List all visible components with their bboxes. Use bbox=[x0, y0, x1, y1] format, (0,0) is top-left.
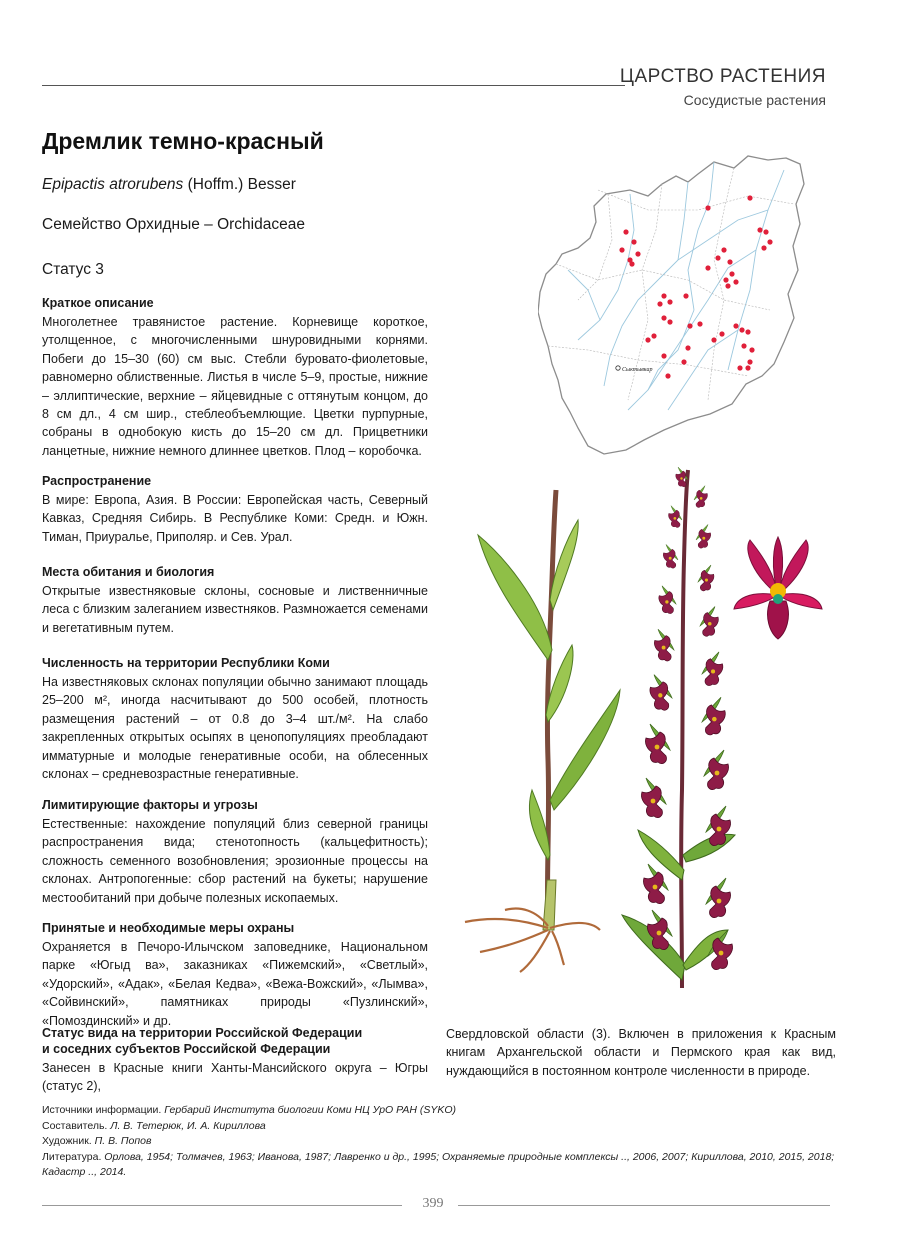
occurrence-dot bbox=[661, 353, 666, 358]
occurrence-dot bbox=[725, 283, 730, 288]
section-heading: и соседних субъектов Российской Федерации bbox=[42, 1042, 331, 1056]
occurrence-dot bbox=[747, 359, 752, 364]
occurrence-dot bbox=[635, 251, 640, 256]
occurrence-dot bbox=[721, 247, 726, 252]
flower-center bbox=[719, 951, 724, 956]
artist-label: Художник. bbox=[42, 1135, 92, 1147]
flower-center bbox=[680, 477, 682, 479]
literature-label: Литература. bbox=[42, 1150, 102, 1163]
section-text: На известняковых склонах популяции обычно занимают площадь 25–200 м², иногда насчитывают до 500 особей, плотность размещения растений – от 0.8 до 3–4 шт./м². На слабо закрепленных открытых осыпях в ценопопуляциях преобладают имматурные и молодые генеративные особи, на облесенных склонах – средневозрастные генеративные. bbox=[42, 675, 428, 782]
occurrence-dot bbox=[687, 323, 692, 328]
flower bbox=[641, 778, 666, 818]
flower-center bbox=[655, 745, 660, 750]
flower bbox=[698, 565, 714, 591]
section-text: Охраняется в Печоро-Илычском заповеднике, Национальном парке «Югыд ва», заказниках «Пижемский», «Светлый», «Удорский», «Адак», «Белая Кедва», «Вежа-Вожский», «Лымва», «Сойвинский», памятниках природы «Пузлинский», «Помоздинский» и др. bbox=[42, 940, 428, 1028]
flower-center bbox=[669, 557, 672, 560]
flower bbox=[654, 629, 674, 661]
occurrence-dot bbox=[683, 293, 688, 298]
sources-label: Источники информации. bbox=[42, 1104, 162, 1116]
flowering-shoot bbox=[622, 467, 735, 988]
occurrence-dot bbox=[747, 195, 752, 200]
compilers-label: Составитель. bbox=[42, 1119, 108, 1132]
flower-center bbox=[715, 771, 720, 776]
flower bbox=[659, 586, 676, 614]
occurrence-dot bbox=[767, 239, 772, 244]
leaf bbox=[478, 535, 552, 660]
header-rule bbox=[42, 85, 625, 86]
flower bbox=[696, 524, 711, 548]
root bbox=[505, 909, 548, 926]
leaf bbox=[683, 834, 735, 862]
subkingdom-heading: Сосудистые растения bbox=[683, 92, 826, 108]
flower bbox=[704, 750, 729, 790]
section-heading: Лимитирующие факторы и угрозы bbox=[42, 798, 258, 812]
occurrence-dot bbox=[651, 333, 656, 338]
flower bbox=[663, 544, 678, 568]
flower bbox=[702, 697, 725, 735]
artist-line bbox=[42, 1134, 842, 1150]
section-heading: Численность на территории Республики Коми bbox=[42, 656, 330, 670]
root bbox=[465, 919, 548, 928]
section-text: В мире: Европа, Азия. В России: Европейская часть, Северный Кавказ, Средняя Сибирь. В Республике Коми: Средн. и Южн. Тиман, Приуралье, Приполяр. и Сев. Урал. bbox=[42, 493, 428, 544]
rf-status-continuation: Свердловской области (3). Включен в приложения к Красным книгам Архангельской области и Пермского края как вид, нуждающийся в постоянном контроле численности в природе. bbox=[446, 1027, 836, 1078]
species-title: Дремлик темно-красный bbox=[42, 128, 324, 154]
section-text: Открытые известняковые склоны, сосновые и лиственничные леса с близким залеганием известняков. Размножается семенами и вегетативным путем. bbox=[42, 584, 428, 635]
distribution-map bbox=[538, 150, 838, 455]
flower bbox=[669, 506, 682, 528]
occurrence-dot bbox=[763, 229, 768, 234]
flowers bbox=[641, 467, 732, 970]
section-heading: Принятые и необходимые меры охраны bbox=[42, 921, 295, 935]
flower-center bbox=[702, 537, 705, 540]
flower bbox=[706, 878, 731, 918]
occurrence-dot bbox=[715, 255, 720, 260]
section-description bbox=[42, 295, 428, 460]
leaf bbox=[638, 830, 684, 880]
anther bbox=[773, 594, 783, 604]
occurrence-dot bbox=[681, 359, 686, 364]
flower-center bbox=[712, 717, 717, 722]
vegetative-shoot bbox=[465, 490, 620, 972]
occurrence-dot bbox=[661, 315, 666, 320]
sources-block bbox=[42, 1103, 842, 1181]
labellum bbox=[768, 601, 789, 639]
occurrence-dot bbox=[761, 245, 766, 250]
occurrence-dot bbox=[739, 327, 744, 332]
section-threats bbox=[42, 797, 428, 907]
occurrence-dot bbox=[667, 319, 672, 324]
occurrence-dot bbox=[749, 347, 754, 352]
flower-center bbox=[708, 622, 712, 626]
flower-center bbox=[657, 931, 662, 936]
capital-marker bbox=[616, 366, 620, 370]
section-heading: Места обитания и биология bbox=[42, 565, 215, 579]
flower bbox=[645, 724, 670, 764]
root bbox=[552, 931, 564, 965]
occurrence-dot bbox=[727, 259, 732, 264]
section-protection bbox=[42, 920, 428, 1030]
capital-label: Сыктывкар bbox=[622, 367, 653, 373]
compilers-text: Л. В. Тетерюк, И. А. Кириллова bbox=[107, 1119, 266, 1132]
flower bbox=[700, 607, 718, 637]
occurrence-dot bbox=[629, 261, 634, 266]
root bbox=[480, 930, 548, 952]
leaf bbox=[550, 690, 620, 810]
flower bbox=[694, 486, 707, 508]
flower bbox=[643, 864, 668, 904]
occurrence-dot bbox=[685, 345, 690, 350]
plant-illustration bbox=[450, 460, 835, 1005]
flower-center bbox=[653, 885, 658, 890]
occurrence-dot bbox=[631, 239, 636, 244]
occurrence-dot bbox=[705, 265, 710, 270]
stem bbox=[681, 470, 688, 988]
section-text: Естественные: нахождение популяций близ северной границы распространения вида; стенотопность (кальцефитность); сложность семенного возобновления; эрозионные процессы на склонах. Антропогенные: сбор растений на букеты; нарушение местообитаний при добыче полезных ископаемых. bbox=[42, 817, 428, 905]
occurrence-dot bbox=[711, 337, 716, 342]
occurrence-dot bbox=[733, 279, 738, 284]
section-population bbox=[42, 655, 428, 783]
compilers-line bbox=[42, 1119, 842, 1135]
flower-center bbox=[705, 578, 708, 581]
literature-text: Орлова, 1954; Толмачев, 1963; Иванова, 1987; Лавренко и др., 1995; Охраняемые природные комплексы .., 2006, 2007; Кириллова, 2010, 2015, 2018; Кадастр .., 2014. bbox=[42, 1150, 835, 1178]
occurrence-dot bbox=[737, 365, 742, 370]
flower bbox=[702, 652, 723, 686]
flower-center bbox=[717, 899, 722, 904]
status-label: Статус 3 bbox=[42, 261, 104, 278]
root bbox=[550, 923, 600, 930]
section-habitat bbox=[42, 564, 428, 637]
occurrence-dot bbox=[745, 365, 750, 370]
section-heading: Распространение bbox=[42, 474, 152, 488]
latin-author: (Hoffm.) Besser bbox=[183, 176, 296, 193]
literature-line bbox=[42, 1150, 842, 1181]
region-outline bbox=[538, 156, 804, 454]
flower-center bbox=[658, 693, 662, 697]
footer-rule-left bbox=[42, 1205, 402, 1206]
occurrence-dot bbox=[745, 329, 750, 334]
latin-name bbox=[42, 176, 296, 194]
occurrence-dot bbox=[741, 343, 746, 348]
occurrence-dot bbox=[661, 293, 666, 298]
occurrence-dot bbox=[719, 331, 724, 336]
family-name: Семейство Орхидные – Orchidaceae bbox=[42, 216, 305, 233]
flower-center bbox=[665, 600, 668, 603]
occurrence-dot bbox=[705, 205, 710, 210]
root bbox=[520, 931, 550, 972]
occurrence-dot bbox=[723, 277, 728, 282]
occurrence-dot bbox=[623, 229, 628, 234]
artist-text: П. В. Попов bbox=[91, 1135, 152, 1147]
kingdom-heading: ЦАРСТВО РАСТЕНИЯ bbox=[619, 66, 826, 87]
sources-text: Гербарий Института биологии Коми НЦ УрО РАН (SYKO) bbox=[161, 1104, 456, 1116]
flower-center bbox=[717, 827, 722, 832]
flower-center bbox=[711, 669, 715, 673]
latin-genus-species: Epipactis atrorubens bbox=[42, 176, 184, 193]
occurrence-dot bbox=[733, 323, 738, 328]
section-heading: Статус вида на территории Российской Федерации bbox=[42, 1026, 363, 1040]
flower-closeup bbox=[734, 537, 822, 639]
occurrence-dot bbox=[667, 299, 672, 304]
occurrence-dot bbox=[619, 247, 624, 252]
section-distribution bbox=[42, 473, 428, 546]
occurrence-dot bbox=[657, 301, 662, 306]
footer-rule-right bbox=[458, 1205, 830, 1206]
flower-center bbox=[674, 517, 677, 520]
occurrence-dot bbox=[665, 373, 670, 378]
section-rf-status bbox=[42, 1025, 428, 1096]
roots bbox=[465, 909, 600, 972]
sources-line bbox=[42, 1103, 842, 1119]
flower bbox=[650, 675, 672, 711]
flower-center bbox=[662, 646, 666, 650]
section-text: Занесен в Красные книги Ханты-Мансийского округа – Югры (статус 2), bbox=[42, 1061, 428, 1094]
flower-center bbox=[651, 799, 656, 804]
section-heading: Краткое описание bbox=[42, 296, 154, 310]
occurrence-dot bbox=[697, 321, 702, 326]
flower-center bbox=[700, 497, 703, 500]
occurrence-dot bbox=[729, 271, 734, 276]
page-number: 399 bbox=[422, 1196, 444, 1211]
section-text: Многолетнее травянистое растение. Корневище короткое, утолщенное, с многочисленными шнуровидными корнями. Побеги до 15–30 (60) см выс. Стебли буровато-фиолетовые, равномерно облиственные. Листья в числе 5–9, простые, нижние – эллиптические, верхние – яйцевидные с оттянутым концом, до 8 см дл., 4 см шир., стеблеобъемлющие. Цветки пурпурные, собраны в однобокую кисть до 15–20 см дл. Прицветники ланцетные, нижние немного длиннее цветков. Плод – коробочка. bbox=[42, 315, 428, 458]
occurrence-dot bbox=[645, 337, 650, 342]
occurrence-dot bbox=[757, 227, 762, 232]
